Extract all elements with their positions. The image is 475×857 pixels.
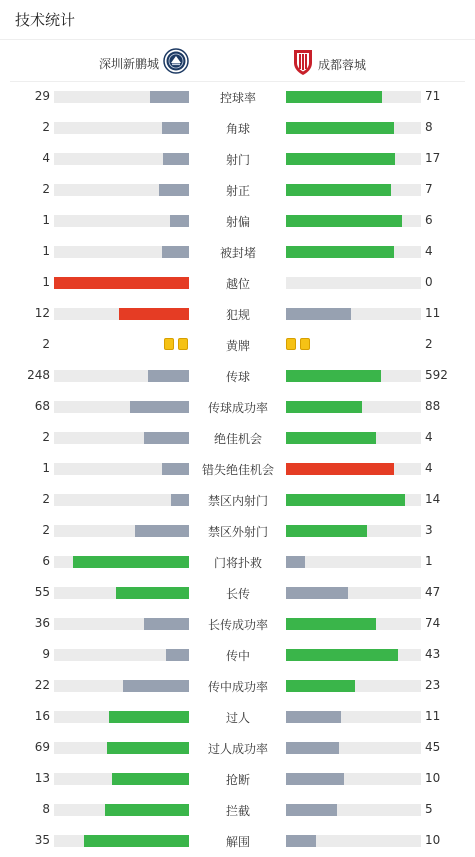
- away-bar-track: [286, 742, 421, 754]
- stat-label: 禁区内射门: [207, 494, 268, 508]
- home-value: 8: [42, 802, 50, 816]
- away-bar-fill: [286, 215, 402, 227]
- stat-row: [0, 391, 475, 422]
- home-value: 69: [34, 740, 50, 754]
- stat-row: [0, 236, 475, 267]
- stat-label: 传中成功率: [207, 680, 268, 694]
- home-value: 36: [34, 616, 50, 630]
- away-bar-track: [286, 308, 421, 320]
- stat-label: 黄牌: [225, 339, 250, 353]
- stat-label: 错失绝佳机会: [201, 463, 274, 477]
- home-bar-fill: [148, 370, 189, 382]
- stat-label: 控球率: [219, 91, 256, 105]
- away-bar-track: [286, 122, 421, 134]
- stat-label: 解围: [225, 835, 250, 849]
- home-bar-track: [54, 556, 189, 568]
- home-team-name: 深圳新鹏城: [98, 56, 159, 71]
- away-bar-fill: [286, 835, 316, 847]
- home-bar-fill: [170, 215, 189, 227]
- stat-label: 长传成功率: [207, 618, 268, 632]
- home-value: 2: [42, 120, 50, 134]
- away-value: 17: [425, 151, 441, 165]
- home-bar-fill: [163, 153, 189, 165]
- away-value: 43: [425, 647, 441, 661]
- home-bar-track: [54, 153, 189, 165]
- away-value: 7: [425, 182, 433, 196]
- home-bar-track: [54, 587, 189, 599]
- home-bar-fill: [116, 587, 189, 599]
- stat-row: [0, 329, 475, 360]
- home-bar-track: [54, 91, 189, 103]
- stat-label: 过人: [225, 711, 250, 725]
- home-bar-fill: [119, 308, 189, 320]
- away-bar-track: [286, 556, 421, 568]
- away-bar-track: [286, 370, 421, 382]
- stat-row: [0, 701, 475, 732]
- home-bar-track: [54, 711, 189, 723]
- home-value: 2: [42, 492, 50, 506]
- away-value: 88: [425, 399, 441, 413]
- away-bar-track: [286, 835, 421, 847]
- home-bar-track: [54, 680, 189, 692]
- home-bar-track: [54, 773, 189, 785]
- away-bar-track: [286, 804, 421, 816]
- home-value: 35: [34, 833, 50, 847]
- stat-label: 绝佳机会: [213, 432, 262, 446]
- shenzhen-crest-icon: [163, 48, 189, 78]
- home-bar-fill: [135, 525, 189, 537]
- away-value: 6: [425, 213, 433, 227]
- away-bar-track: [286, 246, 421, 258]
- stat-label: 越位: [225, 277, 250, 291]
- stat-label: 传中: [225, 649, 250, 663]
- stat-row: [0, 794, 475, 825]
- away-team-name: 成都蓉城: [318, 57, 367, 72]
- home-bar-fill: [123, 680, 189, 692]
- home-bar-fill: [166, 649, 189, 661]
- away-bar-fill: [286, 370, 381, 382]
- away-bar-fill: [286, 184, 391, 196]
- home-bar-fill: [162, 122, 189, 134]
- chengdu-crest-icon: [292, 48, 314, 80]
- away-bar-track: [286, 711, 421, 723]
- stat-row: [0, 81, 475, 112]
- stat-label: 过人成功率: [207, 742, 268, 756]
- away-bar-track: [286, 525, 421, 537]
- stat-row: [0, 732, 475, 763]
- away-bar-fill: [286, 246, 394, 258]
- home-bar-track: [54, 494, 189, 506]
- home-bar-track: [54, 122, 189, 134]
- stat-row: [0, 112, 475, 143]
- home-bar-track: [54, 649, 189, 661]
- home-bar-fill: [130, 401, 189, 413]
- stat-label: 犯规: [225, 308, 250, 322]
- stat-label: 射门: [225, 153, 250, 167]
- home-value: 9: [42, 647, 50, 661]
- stat-row: [0, 174, 475, 205]
- stat-row: [0, 422, 475, 453]
- away-value: 8: [425, 120, 433, 134]
- stat-label: 传球成功率: [207, 401, 268, 415]
- home-bar-fill: [112, 773, 189, 785]
- home-bar-track: [54, 308, 189, 320]
- away-value: 10: [425, 771, 441, 785]
- away-bar-fill: [286, 153, 395, 165]
- yellow-card-icon: [286, 338, 296, 350]
- stat-row: [0, 546, 475, 577]
- home-bar-track: [54, 277, 189, 289]
- stat-row: [0, 298, 475, 329]
- away-value: 0: [425, 275, 433, 289]
- stats-list: [0, 81, 475, 856]
- away-bar-fill: [286, 401, 362, 413]
- stat-row: [0, 515, 475, 546]
- away-bar-fill: [286, 618, 376, 630]
- home-bar-track: [54, 401, 189, 413]
- away-bar-fill: [286, 494, 405, 506]
- away-value: 592: [425, 368, 448, 382]
- home-value: 29: [34, 89, 50, 103]
- home-bar-fill: [159, 184, 189, 196]
- away-bar-fill: [286, 587, 348, 599]
- away-bar-fill: [286, 122, 394, 134]
- stat-label: 被封堵: [219, 246, 256, 260]
- away-bar-fill: [286, 463, 394, 475]
- home-value: 1: [42, 244, 50, 258]
- away-bar-fill: [286, 742, 339, 754]
- home-bar-fill: [144, 432, 189, 444]
- home-bar-fill: [109, 711, 189, 723]
- stat-label: 传球: [225, 370, 250, 384]
- stat-row: [0, 267, 475, 298]
- section-title: 技术统计: [15, 11, 76, 29]
- home-value: 1: [42, 213, 50, 227]
- away-bar-track: [286, 91, 421, 103]
- home-bar-fill: [107, 742, 189, 754]
- home-bar-track: [54, 835, 189, 847]
- away-value: 1: [425, 554, 433, 568]
- yellow-card-icon: [178, 338, 188, 350]
- stat-row: [0, 639, 475, 670]
- yellow-card-icon: [300, 338, 310, 350]
- away-bar-fill: [286, 773, 344, 785]
- home-value: 2: [42, 337, 50, 351]
- away-bar-fill: [286, 91, 382, 103]
- away-value: 5: [425, 802, 433, 816]
- away-value: 4: [425, 430, 433, 444]
- home-value: 2: [42, 430, 50, 444]
- home-bar-fill: [162, 463, 189, 475]
- stat-label: 角球: [225, 122, 250, 136]
- away-bar-track: [286, 680, 421, 692]
- away-value: 45: [425, 740, 441, 754]
- away-value: 23: [425, 678, 441, 692]
- away-bar-fill: [286, 804, 337, 816]
- home-value: 16: [34, 709, 50, 723]
- away-value: 4: [425, 244, 433, 258]
- away-bar-track: [286, 463, 421, 475]
- home-bar-track: [54, 370, 189, 382]
- away-value: 74: [425, 616, 441, 630]
- home-value: 4: [42, 151, 50, 165]
- team-header: [0, 40, 475, 81]
- stat-row: [0, 360, 475, 391]
- away-bar-fill: [286, 649, 398, 661]
- home-team[interactable]: [99, 48, 189, 78]
- home-value: 2: [42, 182, 50, 196]
- away-value: 2: [425, 337, 433, 351]
- away-bar-fill: [286, 525, 367, 537]
- away-bar-track: [286, 587, 421, 599]
- away-value: 3: [425, 523, 433, 537]
- home-value: 2: [42, 523, 50, 537]
- away-value: 11: [425, 306, 441, 320]
- stat-row: [0, 670, 475, 701]
- away-bar-track: [286, 153, 421, 165]
- stat-label: 射正: [225, 184, 250, 198]
- home-bar-fill: [84, 835, 189, 847]
- home-value: 1: [42, 461, 50, 475]
- home-value: 1: [42, 275, 50, 289]
- away-bar-fill: [286, 556, 305, 568]
- home-bar-fill: [171, 494, 189, 506]
- stat-label: 抢断: [225, 773, 250, 787]
- home-bar-track: [54, 525, 189, 537]
- home-bar-track: [54, 742, 189, 754]
- home-bar-track: [54, 215, 189, 227]
- home-bar-fill: [150, 91, 189, 103]
- stat-row: [0, 608, 475, 639]
- away-value: 4: [425, 461, 433, 475]
- yellow-card-icon: [164, 338, 174, 350]
- home-bar-fill: [73, 556, 189, 568]
- away-value: 71: [425, 89, 441, 103]
- away-bar-track: [286, 618, 421, 630]
- away-bar-track: [286, 401, 421, 413]
- home-bar-track: [54, 184, 189, 196]
- away-bar-fill: [286, 432, 376, 444]
- stat-label: 门将扑救: [213, 556, 262, 570]
- away-value: 14: [425, 492, 441, 506]
- away-bar-track: [286, 184, 421, 196]
- away-bar-fill: [286, 680, 355, 692]
- away-bar-fill: [286, 308, 351, 320]
- home-bar-fill: [144, 618, 189, 630]
- away-bar-track: [286, 215, 421, 227]
- home-bar-fill: [162, 246, 189, 258]
- home-value: 248: [27, 368, 50, 382]
- stat-row: [0, 763, 475, 794]
- home-bar-track: [54, 804, 189, 816]
- stat-row: [0, 143, 475, 174]
- away-bar-track: [286, 432, 421, 444]
- home-value: 6: [42, 554, 50, 568]
- home-bar-track: [54, 246, 189, 258]
- stat-label: 长传: [225, 587, 250, 601]
- home-bar-track: [54, 463, 189, 475]
- stat-row: [0, 577, 475, 608]
- home-value: 68: [34, 399, 50, 413]
- stat-label: 禁区外射门: [207, 525, 268, 539]
- home-bar-fill: [54, 277, 189, 289]
- away-bar-fill: [286, 711, 341, 723]
- stat-row: [0, 825, 475, 856]
- home-bar-track: [54, 618, 189, 630]
- away-value: 47: [425, 585, 441, 599]
- away-bar-track: [286, 494, 421, 506]
- away-value: 10: [425, 833, 441, 847]
- away-bar-track: [286, 277, 421, 289]
- stat-label: 射偏: [225, 215, 250, 229]
- away-bar-track: [286, 773, 421, 785]
- home-value: 13: [34, 771, 50, 785]
- away-value: 11: [425, 709, 441, 723]
- home-value: 12: [34, 306, 50, 320]
- away-yellow-cards: [286, 338, 310, 350]
- away-bar-track: [286, 649, 421, 661]
- home-value: 22: [34, 678, 50, 692]
- away-team[interactable]: [292, 48, 366, 80]
- stat-label: 拦截: [225, 804, 250, 818]
- stat-row: [0, 205, 475, 236]
- home-yellow-cards: [164, 338, 188, 350]
- stat-row: [0, 453, 475, 484]
- stat-row: [0, 484, 475, 515]
- home-bar-fill: [105, 804, 189, 816]
- home-value: 55: [34, 585, 50, 599]
- home-bar-track: [54, 432, 189, 444]
